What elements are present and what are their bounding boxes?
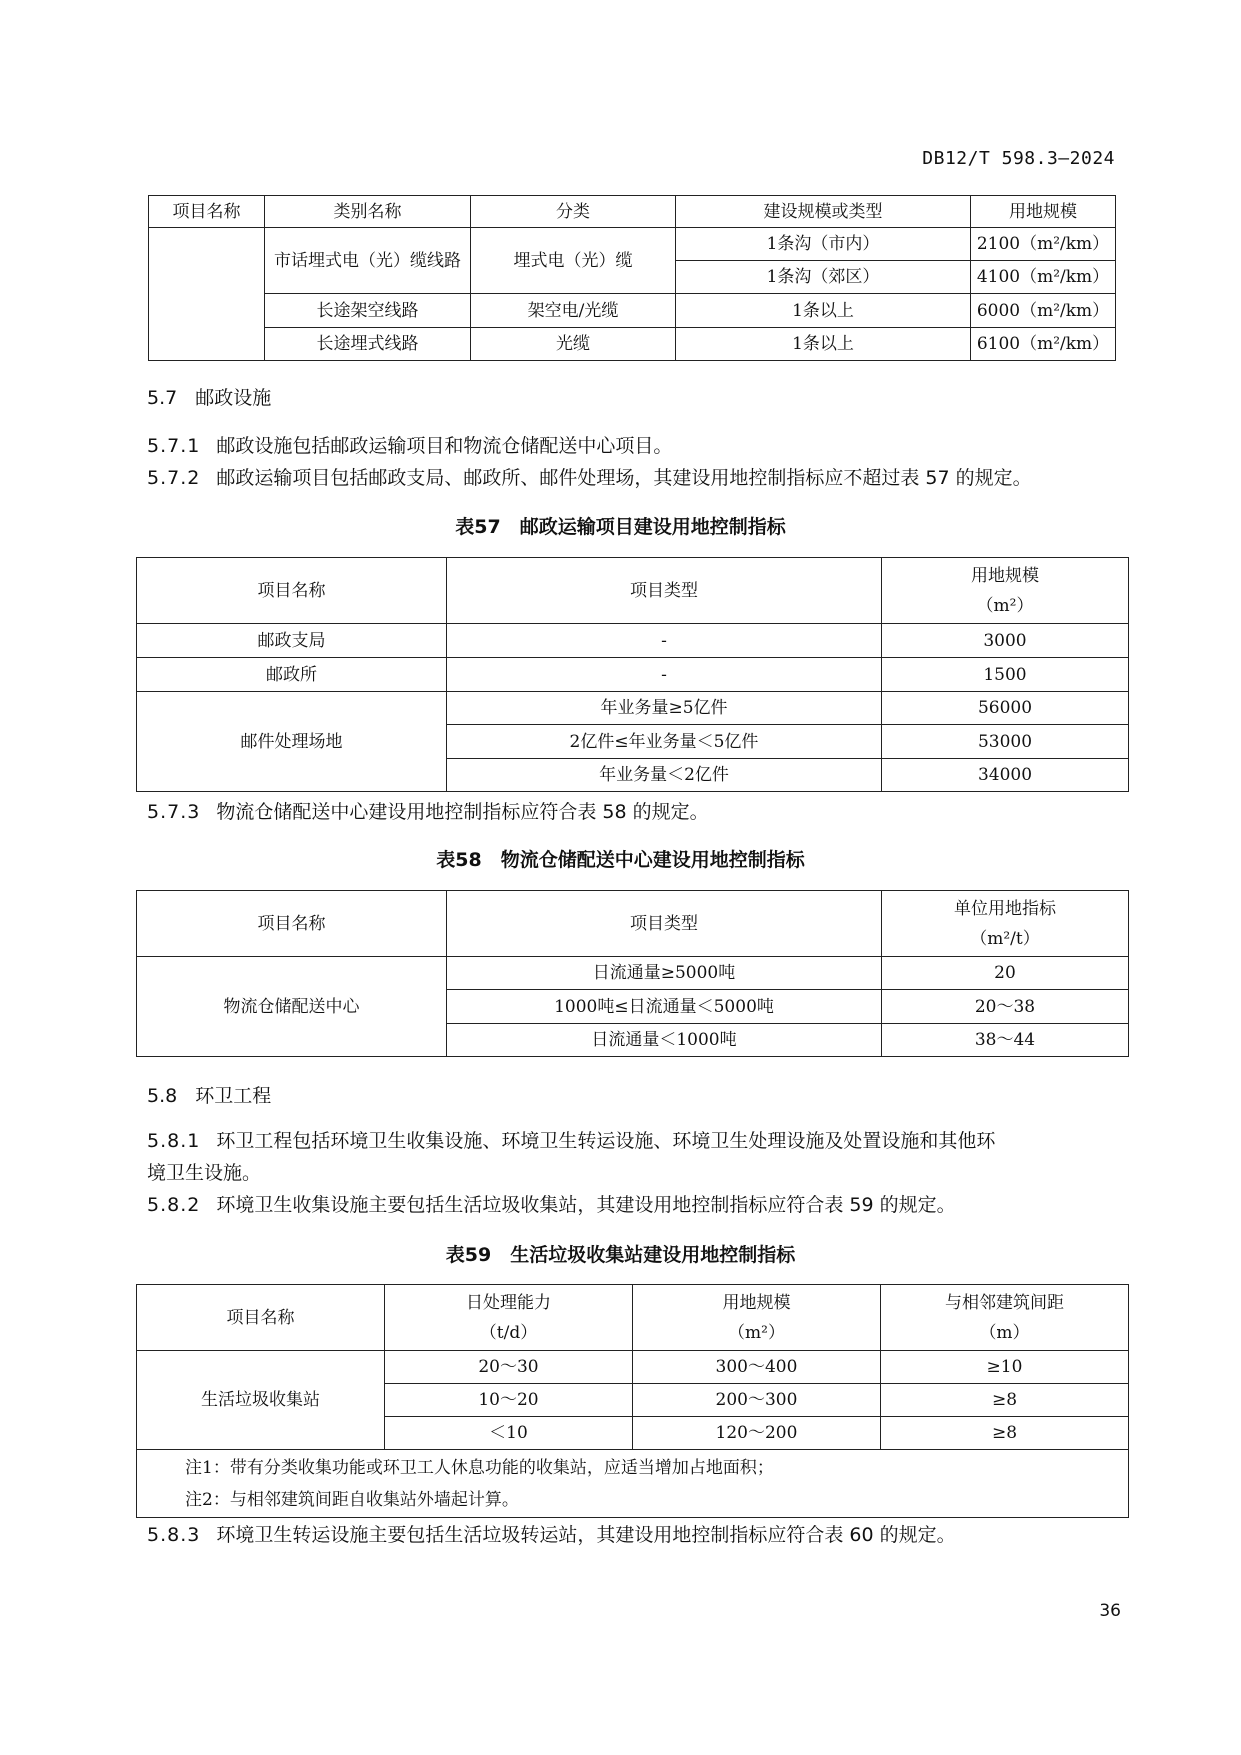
table-cell: 56000 <box>882 692 1129 725</box>
table-cell: 邮件处理场地 <box>137 692 447 792</box>
header-label: 用地规模 <box>971 565 1039 586</box>
table-header-cell: 分类 <box>471 196 676 228</box>
table-58 <box>136 890 1129 1057</box>
table-cell: 200～300 <box>633 1384 881 1417</box>
table-cell: 1000吨≤日流通量＜5000吨 <box>447 990 882 1024</box>
section-number: 5.8 <box>147 1085 178 1107</box>
section-heading-5-7 <box>147 383 271 410</box>
table-cell: 10～20 <box>385 1384 633 1417</box>
clause-5-7-3 <box>147 796 709 828</box>
clause-text: 环卫工程包括环境卫生收集设施、环境卫生转运设施、环境卫生处理设施及处置设施和其他环 <box>216 1130 996 1152</box>
table-notes <box>137 1450 1129 1518</box>
header-label: 日处理能力 <box>466 1292 551 1313</box>
table-cell: 6100（m²/km） <box>971 328 1116 361</box>
clause-number: 5.8.3 <box>147 1524 201 1546</box>
table-header-cell <box>882 891 1129 957</box>
table-continued <box>148 195 1116 361</box>
table-cell: 日流通量≥5000吨 <box>447 957 882 990</box>
table-cell: 34000 <box>882 759 1129 792</box>
document-code: DB12/T 598.3—2024 <box>922 148 1115 169</box>
table-header-cell: 项目名称 <box>137 1285 385 1351</box>
table-cell: 长途埋式线路 <box>265 328 471 361</box>
table-cell: 1条沟（郊区） <box>676 261 971 294</box>
table-cell: 38～44 <box>882 1024 1129 1057</box>
table-header-cell: 项目名称 <box>149 196 265 228</box>
table-cell: 邮政所 <box>137 658 447 692</box>
table-cell: 2100（m²/km） <box>971 228 1116 261</box>
clause-number: 5.7.2 <box>147 467 201 489</box>
table-57-caption: 表57 邮政运输项目建设用地控制指标 <box>455 516 786 538</box>
clause-text: 邮政设施包括邮政运输项目和物流仓储配送中心项目。 <box>216 435 673 457</box>
table-cell: 1条以上 <box>676 328 971 361</box>
header-unit: （m²/t） <box>970 928 1040 949</box>
table-cell: 20～38 <box>882 990 1129 1024</box>
section-number: 5.7 <box>147 387 178 409</box>
section-title: 环卫工程 <box>195 1085 272 1107</box>
section-heading-5-8 <box>147 1081 271 1108</box>
table-59-caption: 表59 生活垃圾收集站建设用地控制指标 <box>445 1244 796 1266</box>
table-cell: 1条以上 <box>676 294 971 328</box>
clause-number: 5.7.1 <box>147 435 201 457</box>
header-unit: （m） <box>979 1322 1030 1343</box>
table-cell: 300～400 <box>633 1351 881 1384</box>
header-label: 单位用地指标 <box>954 898 1056 919</box>
table-cell: 日流通量＜1000吨 <box>447 1024 882 1057</box>
header-label: 与相邻建筑间距 <box>945 1292 1064 1313</box>
table-58-caption: 表58 物流仓储配送中心建设用地控制指标 <box>436 849 805 871</box>
table-cell: 物流仓储配送中心 <box>137 957 447 1057</box>
table-note-1: 注1：带有分类收集功能或环卫工人休息功能的收集站，应适当增加占地面积； <box>185 1457 774 1478</box>
clause-5-8-2 <box>147 1189 956 1221</box>
table-header-cell: 项目类型 <box>447 558 882 624</box>
header-unit: （m²） <box>728 1322 785 1343</box>
table-cell: ≥10 <box>881 1351 1129 1384</box>
table-cell: - <box>447 624 882 658</box>
clause-text-continued: 境卫生设施。 <box>147 1162 262 1184</box>
clause-number: 5.8.2 <box>147 1194 201 1216</box>
table-header-cell <box>882 558 1129 624</box>
table-59 <box>136 1284 1129 1518</box>
clause-5-7-2 <box>147 462 1032 494</box>
clause-text: 环境卫生转运设施主要包括生活垃圾转运站，其建设用地控制指标应符合表 60 的规定。 <box>216 1524 956 1546</box>
table-cell: 1500 <box>882 658 1129 692</box>
section-title: 邮政设施 <box>195 387 272 409</box>
clause-number: 5.8.1 <box>147 1130 201 1152</box>
table-cell: 光缆 <box>471 328 676 361</box>
table-header-cell: 项目名称 <box>137 891 447 957</box>
table-header-cell: 建设规模或类型 <box>676 196 971 228</box>
table-cell: 生活垃圾收集站 <box>137 1351 385 1450</box>
table-cell: 4100（m²/km） <box>971 261 1116 294</box>
table-note-2: 注2：与相邻建筑间距自收集站外墙起计算。 <box>185 1489 519 1510</box>
table-cell: - <box>447 658 882 692</box>
header-unit: （t/d） <box>479 1322 538 1343</box>
clause-5-8-3 <box>147 1519 956 1551</box>
header-unit: （m²） <box>976 595 1034 616</box>
table-cell: 2亿件≤年业务量＜5亿件 <box>447 725 882 759</box>
table-header-cell <box>881 1285 1129 1351</box>
table-header-cell: 项目名称 <box>137 558 447 624</box>
clause-text: 环境卫生收集设施主要包括生活垃圾收集站，其建设用地控制指标应符合表 59 的规定。 <box>216 1194 956 1216</box>
clause-text: 物流仓储配送中心建设用地控制指标应符合表 58 的规定。 <box>216 801 709 823</box>
table-cell: 年业务量≥5亿件 <box>447 692 882 725</box>
table-cell: 53000 <box>882 725 1129 759</box>
table-header-cell <box>385 1285 633 1351</box>
table-57 <box>136 557 1129 792</box>
clause-5-8-1 <box>147 1125 1127 1189</box>
table-cell: 埋式电（光）缆 <box>471 228 676 294</box>
table-cell: 年业务量＜2亿件 <box>447 759 882 792</box>
table-cell: 6000（m²/km） <box>971 294 1116 328</box>
table-cell: 架空电/光缆 <box>471 294 676 328</box>
clause-number: 5.7.3 <box>147 801 201 823</box>
table-cell: ≥8 <box>881 1384 1129 1417</box>
table-cell: 20 <box>882 957 1129 990</box>
page-number: 36 <box>1099 1601 1121 1621</box>
table-header-cell: 项目类型 <box>447 891 882 957</box>
table-cell: ≥8 <box>881 1417 1129 1450</box>
table-cell: 120～200 <box>633 1417 881 1450</box>
table-cell: 1条沟（市内） <box>676 228 971 261</box>
header-label: 用地规模 <box>722 1292 791 1313</box>
table-cell: 长途架空线路 <box>265 294 471 328</box>
table-cell-empty <box>149 228 265 361</box>
table-header-cell: 用地规模 <box>971 196 1116 228</box>
table-cell: 市话埋式电（光）缆线路 <box>265 228 471 294</box>
table-cell: ＜10 <box>385 1417 633 1450</box>
table-cell: 邮政支局 <box>137 624 447 658</box>
table-cell: 20～30 <box>385 1351 633 1384</box>
clause-5-7-1 <box>147 430 672 462</box>
table-header-cell: 类别名称 <box>265 196 471 228</box>
table-header-cell <box>633 1285 881 1351</box>
table-cell: 3000 <box>882 624 1129 658</box>
clause-text: 邮政运输项目包括邮政支局、邮政所、邮件处理场，其建设用地控制指标应不超过表 57 的规定。 <box>216 467 1032 489</box>
